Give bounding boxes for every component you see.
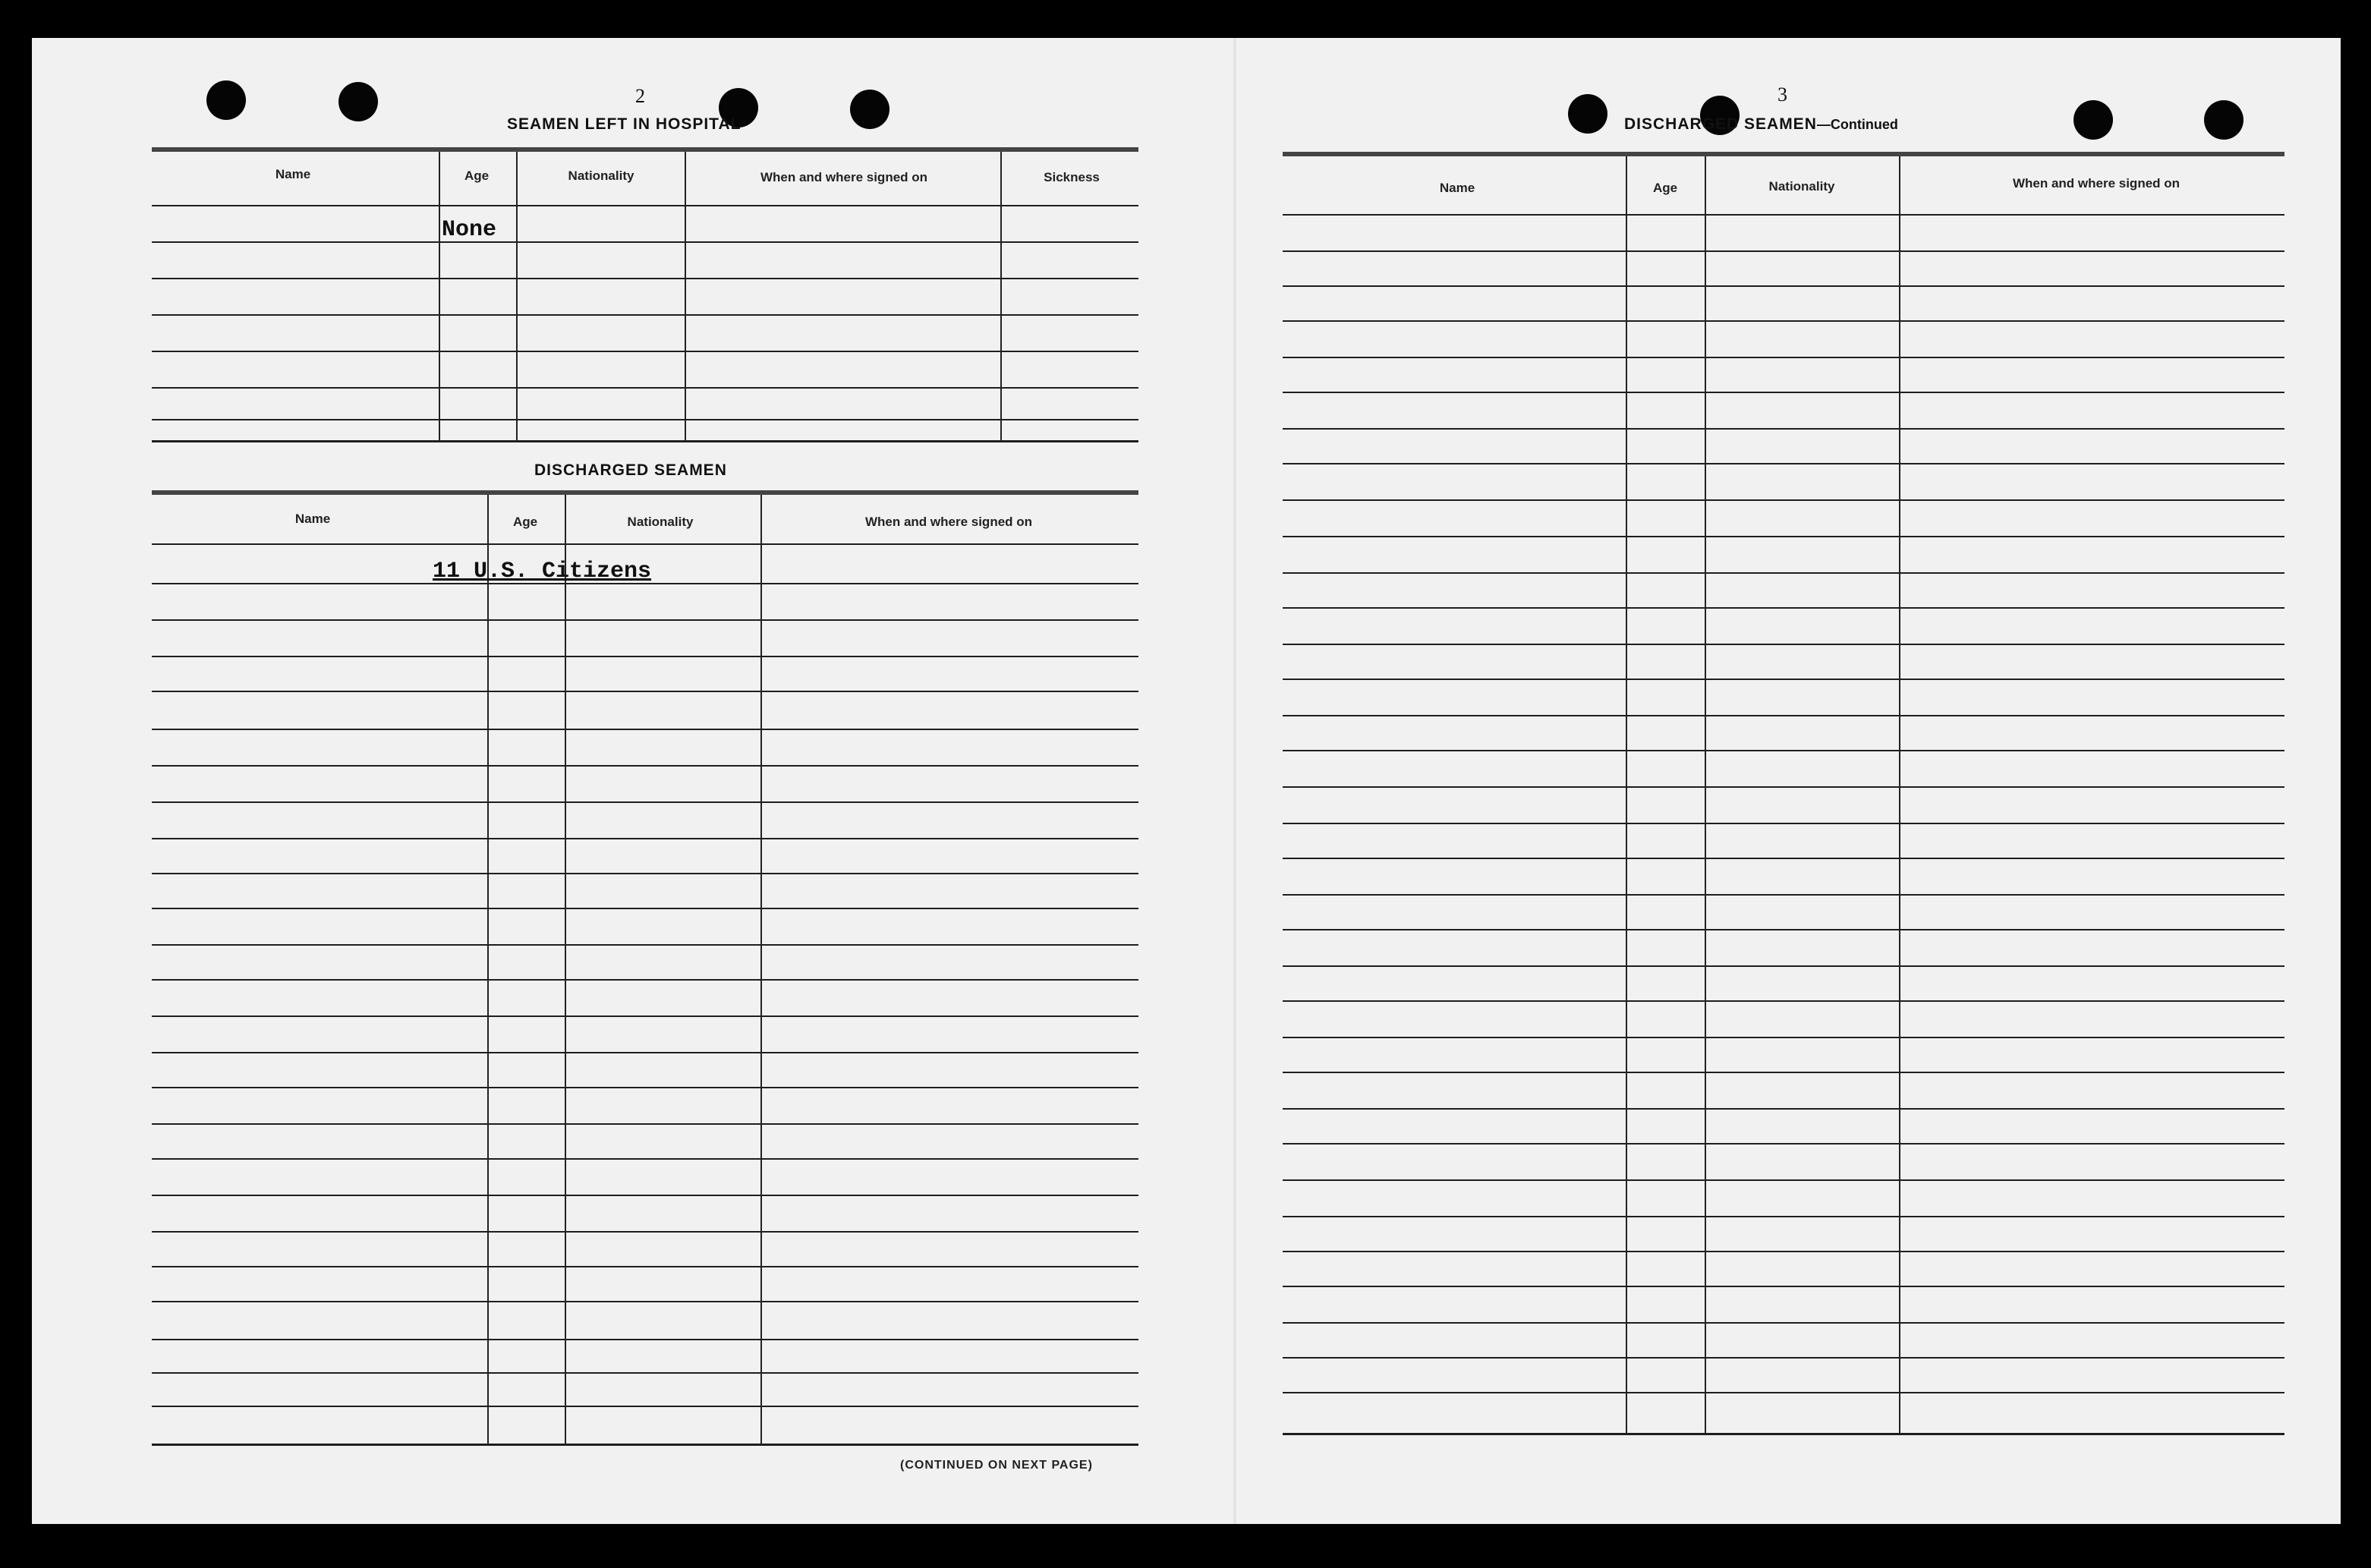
column-header-nationality: Nationality [568, 168, 634, 183]
section-title: DISCHARGED SEAMEN [1624, 115, 1817, 133]
punch-hole [2073, 100, 2113, 140]
column-header-age: Age [512, 515, 538, 529]
punch-hole [2204, 100, 2243, 140]
section-title-suffix: —Continued [1816, 117, 1898, 132]
page-fold [1233, 38, 1236, 1524]
discharged-section-title: DISCHARGED SEAMEN [534, 461, 727, 479]
column-header-signed-on: When and where signed on [2012, 176, 2181, 190]
discharged-entry: 11 U.S. Citizens [433, 559, 652, 584]
punch-hole [1568, 94, 1607, 134]
discharged-continued-table [1283, 152, 2284, 1442]
column-header-signed-on: When and where signed on [864, 515, 1033, 529]
column-header-sickness: Sickness [1044, 170, 1100, 184]
column-header-name: Name [294, 512, 331, 526]
punch-hole [850, 90, 890, 129]
discharged-table [152, 490, 1138, 1462]
page-number: 3 [1777, 83, 1787, 105]
column-header-nationality: Nationality [1768, 179, 1835, 194]
column-header-age: Age [1652, 181, 1678, 195]
column-header-name: Name [1439, 181, 1475, 195]
column-header-name: Name [275, 167, 311, 181]
column-header-nationality: Nationality [627, 515, 694, 529]
punch-hole [338, 82, 378, 121]
hospital-entry: None [442, 217, 497, 243]
hospital-table [152, 147, 1138, 445]
column-header-age: Age [464, 168, 490, 183]
page-number: 2 [635, 85, 645, 107]
continued-note: (CONTINUED ON NEXT PAGE) [900, 1459, 1093, 1472]
punch-hole [206, 80, 246, 120]
column-header-signed-on: When and where signed on [760, 170, 928, 184]
hospital-section-title: SEAMEN LEFT IN HOSPITAL [507, 115, 742, 133]
discharged-continued-title [1624, 115, 1898, 134]
